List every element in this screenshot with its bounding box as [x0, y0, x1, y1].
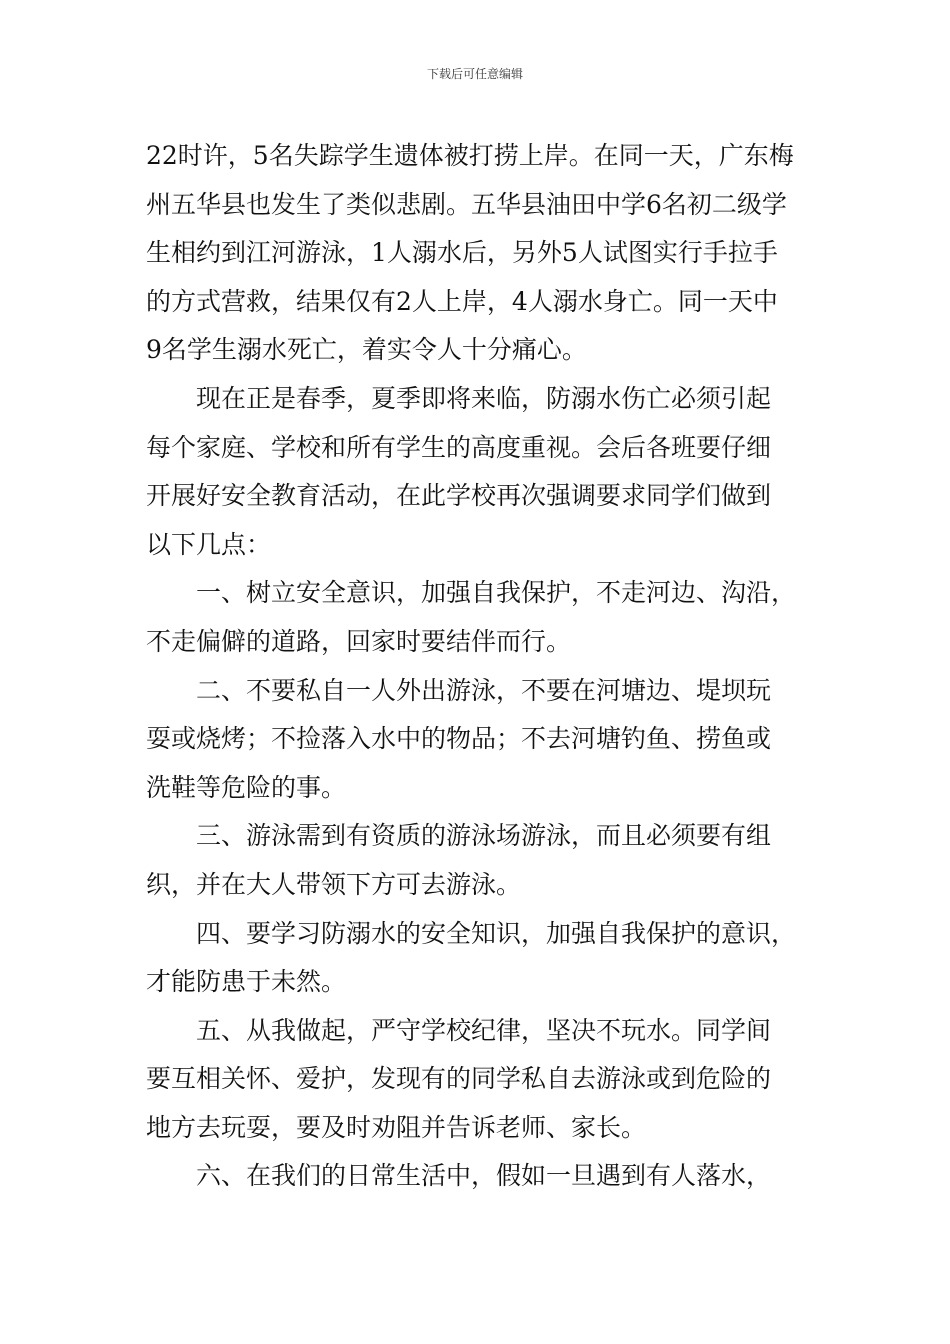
page-header: 下载后可任意编辑 [426, 67, 523, 81]
paragraph-point-4 [146, 910, 826, 1007]
paragraph-point-6 [146, 1152, 826, 1201]
text-line: 才能防患于未然。 [146, 967, 347, 997]
text-line: 的方式营救，结果仅有2人上岸，4人溺水身亡。同一天中 [146, 286, 778, 316]
text-line: 地方去玩耍，要及时劝阻并告诉老师、家长。 [146, 1112, 647, 1142]
text-line: 22时许，5名失踪学生遗体被打捞上岸。在同一天，广东梅 [146, 141, 794, 170]
text-line: 一、树立安全意识，加强自我保护，不走河边、沟沿， [196, 578, 797, 608]
text-line: 现在正是春季，夏季即将来临，防溺水伤亡必须引起 [196, 383, 772, 413]
text-line: 以下几点： [146, 529, 272, 559]
text-line: 每个家庭、学校和所有学生的高度重视。会后各班要仔细 [146, 432, 772, 462]
text-line: 要互相关怀、爱护，发现有的同学私自去游泳或到危险的 [146, 1064, 772, 1094]
paragraph-point-5 [146, 1007, 826, 1153]
text-line: 开展好安全教育活动，在此学校再次强调要求同学们做到 [146, 481, 772, 511]
text-line: 洗鞋等危险的事。 [146, 772, 347, 802]
paragraph-incident-report [146, 132, 826, 375]
text-line: 二、不要私自一人外出游泳，不要在河塘边、堤坝玩 [196, 675, 772, 705]
text-line: 三、游泳需到有资质的游泳场游泳，而且必须要有组 [196, 821, 772, 851]
document-body [146, 132, 826, 1201]
paragraph-point-3 [146, 812, 826, 909]
text-line: 9名学生溺水死亡，着实令人十分痛心。 [146, 335, 587, 365]
text-line: 五、从我做起，严守学校纪律，坚决不玩水。同学间 [196, 1015, 772, 1045]
text-line: 不走偏僻的道路，回家时要结伴而行。 [146, 626, 572, 656]
paragraph-point-1 [146, 569, 826, 666]
paragraph-season-warning [146, 375, 826, 569]
text-line: 州五华县也发生了类似悲剧。五华县油田中学6名初二级学 [146, 189, 787, 219]
paragraph-point-2 [146, 667, 826, 813]
text-line: 生相约到江河游泳，1人溺水后，另外5人试图实行手拉手 [146, 238, 778, 268]
text-line: 四、要学习防溺水的安全知识，加强自我保护的意识， [196, 918, 797, 948]
text-line: 六、在我们的日常生活中，假如一旦遇到有人落水， [196, 1161, 772, 1191]
text-line: 耍或烧烤；不捡落入水中的物品；不去河塘钓鱼、捞鱼或 [146, 724, 772, 754]
text-line: 织，并在大人带领下方可去游泳。 [146, 869, 522, 899]
